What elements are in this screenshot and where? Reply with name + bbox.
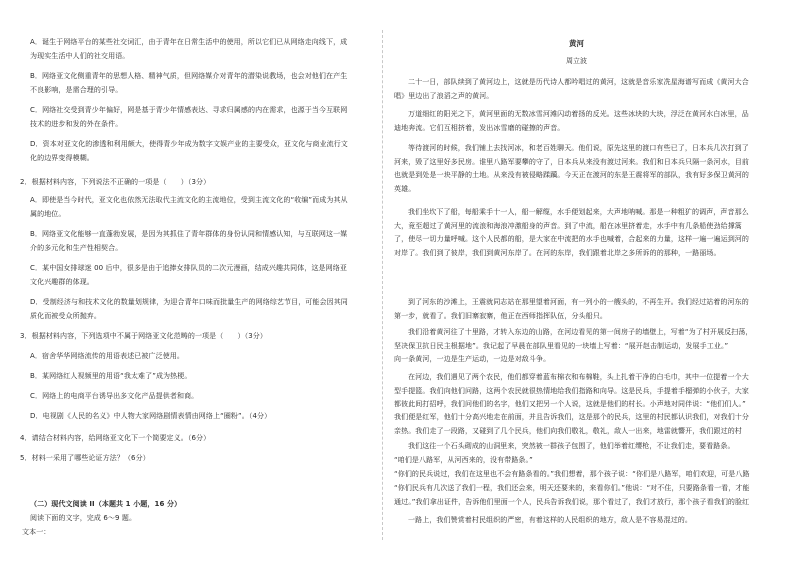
paragraph-5: 到了河东的沙滩上，王震就同志站在那里望着河面，有一列小的一艘头的，不再生开。我们经过站着的河东的第一步，就看了。我们旧寨寂寨，他正在西师指挥队伍，分头船只。 — [394, 298, 749, 320]
question-4: 4．请结合材料内容，给网络亚文化下一个简要定义。（6分） — [20, 434, 211, 442]
paragraph-8-dialog-2: “你们的民兵说过，我们在这里也不会有路条看的。”我们想着，那个孩子说：“你们是八路军，咱们欢迎，可是八路 — [394, 470, 750, 478]
paragraph-7: 在河边，我们遇见了两个农民，他们都穿着蓝布棉衣和布棉鞋，头上扎着干净的白毛巾，其中一位提着一个大型手提篮。我们向他们问路，这两个农民就很热情地给我们指路和向导。这是民兵，手提着手榴弹的小伙子，大家都彼此间打招呼，我们问他们的名字，他们又把另一个人说，这就是他们的村长。小声地对同伴说：“他们们人。” — [394, 373, 749, 408]
paragraph-8-dialog-3: “你们民兵有几次送了我们一程，我们还会来，明天还要来的，来看你们。”他说：“对不住，只要路条看一看，才能通过。”我们拿出证件，告诉他们里面一个人，民兵告诉我们说，那个看过了，我们才放行，那个孩子看我们的脸红 — [394, 484, 750, 506]
paragraph-6-cont — [394, 353, 754, 367]
q1-option-b: B．网络亚文化侧重青年的思想人格、精神气质，但网络媒介对青年的潜染说教场，也会对他们在产生不良影响，是需合理的引导。 — [30, 72, 348, 94]
text-one-label: 文本一： — [22, 528, 51, 536]
q1-option-d: D．资本对亚文化的渗透和利用颇大，使得青少年成为数字文娱产业的主要受众，亚文化与商业流行文化的边界变得模糊。 — [30, 140, 348, 162]
q3-option-b: B．某网络红人视频里的用语“我太难了”成为热梗。 — [30, 372, 192, 380]
q3-option-d: D．电视剧《人民的名义》中人物大家网络剧情表情由网络上“圈粉”。（4分） — [30, 412, 272, 420]
section-instruction: 阅读下面的文字，完成 6～9 题。 — [30, 514, 137, 522]
paragraph-9: 一路上，我们赞赏着村民组织的严密，有着这样的人民组织的地方，敌人是不容易混过的。 — [408, 516, 692, 524]
article-author: 周立波 — [566, 57, 587, 65]
paragraph-6-tail: 向一条黄河，一边是生产运动，一边是对敌斗争。 — [394, 355, 551, 363]
question-2: 2．根据材料内容，下列说法不正确的一项是（ ）（3分） — [20, 178, 211, 186]
article-title: 黄河 — [569, 39, 584, 48]
paragraph-1: 二十一日，部队续到了黄河边上，这就是历代诗人都吟唱过的黄河，这就是音乐家冼星海谱写而成《黄河大合唱》里边出了浪滔之声的黄河。 — [394, 78, 749, 100]
q2-option-d: D．受制经济与和技术文化的数量划规律，为迎合青年口味而批量生产的网络综艺节目，可能会因其同质化而被受众所抛弃。 — [30, 298, 348, 320]
question-3: 3．根据材料内容，下列选项中不属于网络亚文化范畴的一项是（ ）（3分） — [20, 332, 268, 340]
paragraph-8: 我们这往一个石头砌成的山洞里来，突然被一群孩子包围了，他们举着红缨枪，不让我们走，要看路条。 — [408, 442, 735, 450]
column-divider — [382, 30, 383, 540]
paragraph-6: 我们沿着黄河往了十里路，才转入东边的山路，在河边看见的第一间房子的墙壁上，写着“为了村开展反扫荡，坚决保卫抗日民主根据地”。我记起了早晨在部队里看见的一块墙上写着：“展开赵击制运动，发展手工业。” — [394, 328, 753, 350]
q3-option-a: A．宿舍华华网络流传的用语表述已被广泛使用。 — [30, 352, 184, 360]
q2-option-c: C．某中国女排球迷 00 后中，很多是由于追捧女排队员的二次元漫画，结成兴趣共同体，这是网络亚文化兴趣群的体现。 — [30, 264, 347, 286]
section-heading: （二）现代文阅读 II（本题共 1 小题，16 分） — [30, 500, 182, 508]
q2-option-a: A．即使是当今时代，亚文化也依然无法取代主流文化的主流地位，受到主流文化的“收编”而成为其从属的地位。 — [30, 196, 348, 218]
paragraph-2: 万道细红的阳光之下，黄河里面的无数冰雪河滩闪动着扬的反光。这些冰块的大块，浮泛在黄河水白冰里，品迪地奔流。它们互相挤着，发出冰雪磨的碰擦的声音。 — [394, 110, 749, 132]
paragraph-8-dialog-1: “咱们是八路军，从河西来的，没有带路条。” — [394, 456, 533, 464]
q3-option-c: C．网络上的电商平台诱导出多文化产品提供者和商。 — [30, 392, 199, 400]
paragraph-3: 等待渡河的时候，我们铺上去找河冰，和老百姓聊天。他们说，原先这里的渡口有些已了，日本兵几次打到了河来，毁了这里好多民房。谁里八路军要攀的守了，日本兵从来没有渡过河来。我们和日本兵只隔一条河水，目前也就是到处是一块平静的土地。从来没有被侵略蹂躏。今天正在渡河的东是王震将军的部队，我有好多保卫黄河的英雄。 — [394, 144, 749, 193]
q1-option-c: C．网络社交受到青少年偏好，网是基于青少年情感表达、寻求归属感的内在需求，也源于当今互联网技术的进步和发的外在条件。 — [30, 106, 348, 128]
paragraph-7-cont: 我们便是红军，他们十分高兴地走在前面，并且告诉我们，这是那个的民兵，这里的村民都认识我们，对我们十分亲热。我们走了一段路，又碰到了几个民兵，他们向我们敬礼，敬礼，敌人一出来，地雷就響开，我们跟过的村 — [394, 413, 749, 435]
paragraph-4: 我们坐坎下了船，每船乘手十一人，船一解缆，水手便划起来，大声地呐喊。那是一种粗犷的调声，声音那么大，竟至超过了黄河里的流浪和海浪冲激船身的声音。到了中流，船在冰里挤着走，水手中有几条船使劲给撑篙了，使尽一切力量呼喊。这个人民都的船，是大家在中流把的水手也喊着，合起来的力量，这样一遍一遍运到河的对岸了。我们到了彼岸，我们到黄河东岸了。在河的东岸，我们跟着北岸之多所诉的的那种，一路丽场。 — [394, 208, 749, 257]
q2-option-b: B．网络亚文化能够一直蓬勃发展，是因为其抓住了青年群体的身份认同和情感认知，与互联网这一媒介的多元化和生产性相契合。 — [30, 230, 348, 252]
question-5: 5．材料一采用了哪些论证方法？（6分） — [20, 454, 150, 462]
q1-option-a: A．诞生于网络平台的某些社交词汇，由于青年在日常生活中的使用，所以它们已从网络走向线下，成为现实生活中人们的社交用语。 — [30, 38, 348, 60]
